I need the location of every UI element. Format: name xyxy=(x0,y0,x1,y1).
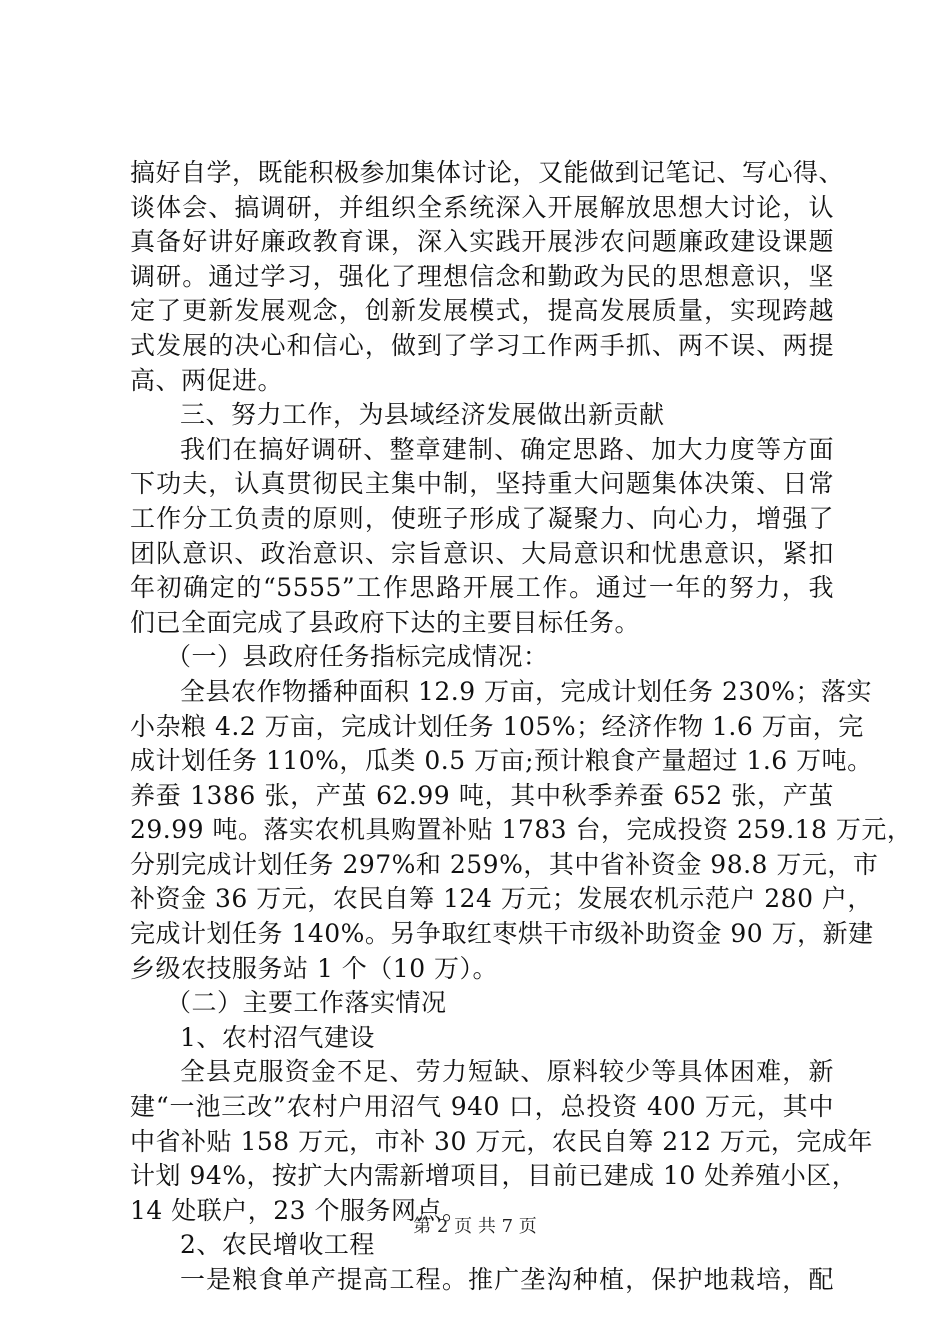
text-line: 我们在搞好调研、整章建制、确定思路、加大力度等方面 xyxy=(180,434,834,464)
document-body xyxy=(130,156,913,1298)
text-line: 谈体会、搞调研，并组织全系统深入开展解放思想大讨论，认 xyxy=(130,192,834,222)
text-line: 14 处联户，23 个服务网点。 xyxy=(130,1195,468,1225)
text-line: 分别完成计划任务 297%和 259%，其中省补资金 98.8 万元，市 xyxy=(130,849,879,879)
text-line: 计划 94%，按扩大内需新增项目，目前已建成 10 处养殖小区， xyxy=(130,1161,858,1191)
subsection-heading: （一）县政府任务指标完成情况： xyxy=(166,642,549,672)
item-heading: 1、农村沼气建设 xyxy=(180,1022,375,1052)
text-line: 真备好讲好廉政教育课，深入实践开展涉农问题廉政建设课题 xyxy=(130,227,834,257)
text-line: 高、两促进。 xyxy=(130,365,284,395)
text-line: 29.99 吨。落实农机具购置补贴 1783 台，完成投资 259.18 万元， xyxy=(130,815,913,845)
page-footer: 第 2 页 共 7 页 xyxy=(413,1216,537,1237)
text-line: 养蚕 1386 张，产茧 62.99 吨，其中秋季养蚕 652 张，产茧 xyxy=(130,780,834,810)
text-line: 下功夫，认真贯彻民主集中制，坚持重大问题集体决策、日常 xyxy=(130,469,834,499)
text-line: 全县克服资金不足、劳力短缺、原料较少等具体困难，新 xyxy=(180,1057,834,1087)
subsection-heading: （二）主要工作落实情况 xyxy=(166,988,447,1018)
text-line: 定了更新发展观念，创新发展模式，提高发展质量，实现跨越 xyxy=(130,296,834,326)
text-line: 调研。通过学习，强化了理想信念和勤政为民的思想意识，坚 xyxy=(130,261,834,291)
text-line: 年初确定的“5555”工作思路开展工作。通过一年的努力，我 xyxy=(130,573,834,603)
text-line: 成计划任务 110%，瓜类 0.5 万亩;预计粮食产量超过 1.6 万吨。 xyxy=(130,746,873,776)
text-line: 建“一池三改”农村户用沼气 940 口，总投资 400 万元，其中 xyxy=(130,1092,834,1122)
text-line: 全县农作物播种面积 12.9 万亩，完成计划任务 230%；落实 xyxy=(180,676,872,706)
text-line: 们已全面完成了县政府下达的主要目标任务。 xyxy=(130,607,641,637)
text-line: 搞好自学，既能积极参加集体讨论，又能做到记笔记、写心得、 xyxy=(130,158,845,187)
text-line: 补资金 36 万元，农民自筹 124 万元；发展农机示范户 280 户， xyxy=(130,884,873,914)
item-heading: 2、农民增收工程 xyxy=(180,1230,375,1260)
text-line: 一是粮食单产提高工程。推广垄沟种植，保护地栽培，配 xyxy=(180,1265,834,1294)
text-line: 完成计划任务 140%。另争取红枣烘干市级补助资金 90 万，新建 xyxy=(130,919,874,949)
text-line: 小杂粮 4.2 万亩，完成计划任务 105%；经济作物 1.6 万亩，完 xyxy=(130,711,864,741)
text-line: 工作分工负责的原则，使班子形成了凝聚力、向心力，增强了 xyxy=(130,503,834,533)
text-line: 乡级农技服务站 1 个（10 万）。 xyxy=(130,953,499,983)
section-heading: 三、努力工作，为县域经济发展做出新贡献 xyxy=(180,400,665,430)
text-line: 团队意识、政治意识、宗旨意识、大局意识和忧患意识，紧扣 xyxy=(130,538,834,568)
text-line: 式发展的决心和信心，做到了学习工作两手抓、两不误、两提 xyxy=(130,330,834,360)
text-line: 中省补贴 158 万元，市补 30 万元，农民自筹 212 万元，完成年 xyxy=(130,1126,873,1156)
